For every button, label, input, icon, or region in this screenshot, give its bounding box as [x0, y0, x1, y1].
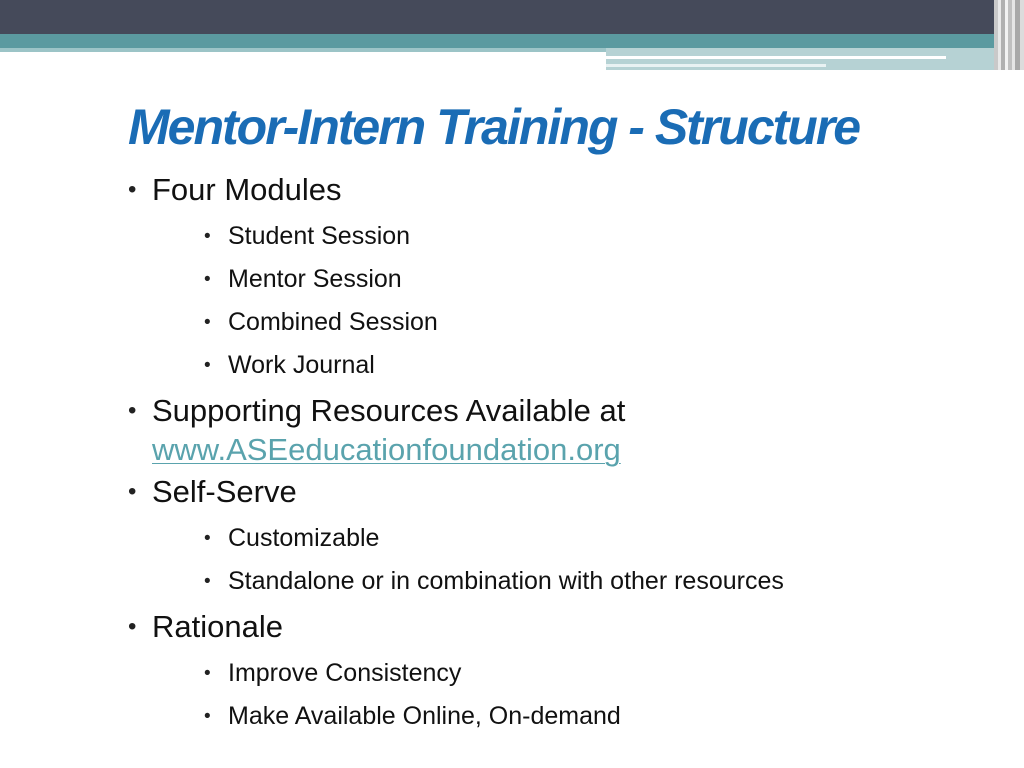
bullet-supporting-resources	[126, 391, 986, 469]
bullet-text: Four Modules	[152, 172, 342, 207]
bullet-self-serve	[126, 472, 986, 603]
sub-bullet: • Customizable	[178, 517, 986, 560]
sub-bullet: • Work Journal	[178, 344, 986, 387]
slide-content	[126, 170, 986, 742]
header-band-dark	[0, 0, 1024, 34]
bullet-list	[126, 170, 986, 738]
header-right-line	[606, 64, 826, 67]
bullet-four-modules	[126, 170, 986, 387]
header-band-accent	[0, 48, 606, 52]
bullet-text: Self-Serve	[152, 474, 297, 509]
resources-link[interactable]: www.ASEeducationfoundation.org	[152, 432, 621, 467]
sub-bullet-list	[152, 517, 986, 603]
sub-bullet-list	[152, 215, 986, 387]
header-right-line	[606, 56, 946, 59]
sub-bullet: • Student Session	[178, 215, 986, 258]
bullet-text: Rationale	[152, 609, 283, 644]
bullet-text: • Supporting Resources Available at	[152, 393, 626, 428]
header-band-teal	[0, 34, 1024, 48]
slide-title: Mentor-Intern Training - Structure	[128, 99, 860, 155]
header-vertical-stripes	[994, 0, 1024, 70]
sub-bullet: • Make Available Online, On-demand	[178, 695, 986, 738]
sub-bullet: • Improve Consistency	[178, 652, 986, 695]
bullet-rationale	[126, 607, 986, 738]
sub-bullet-list	[152, 652, 986, 738]
sub-bullet: • Combined Session	[178, 301, 986, 344]
sub-bullet: • Standalone or in combination with other resources	[178, 560, 986, 603]
sub-bullet: • Mentor Session	[178, 258, 986, 301]
